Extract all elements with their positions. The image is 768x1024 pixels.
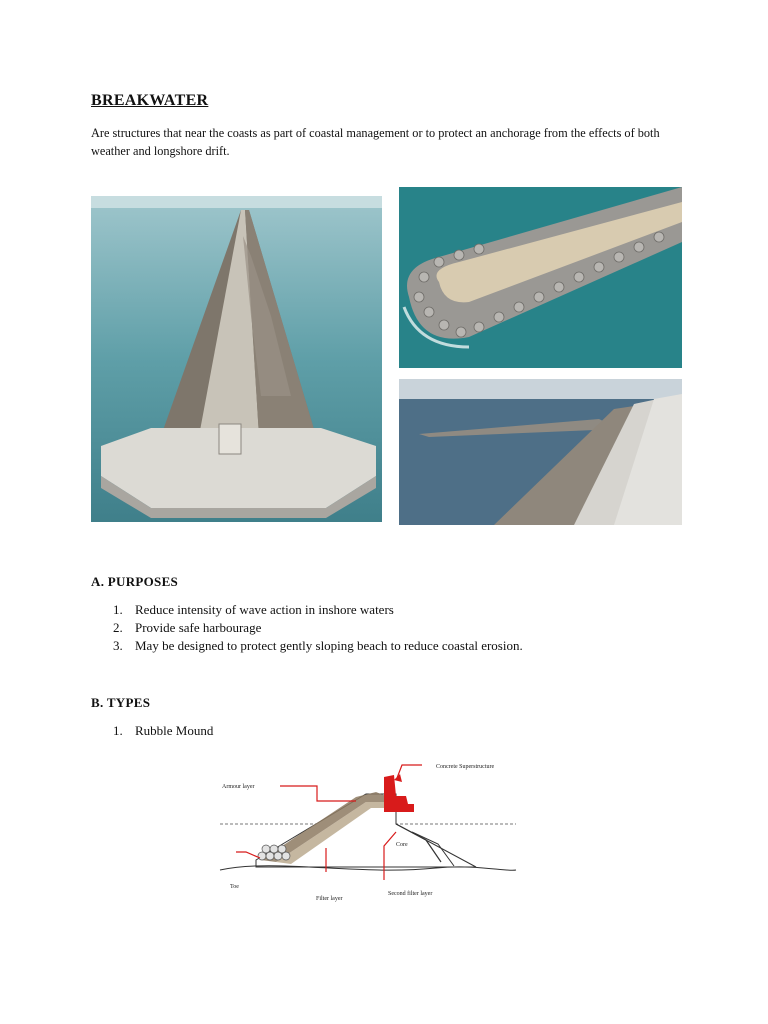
page-title: BREAKWATER — [91, 92, 209, 109]
list-item: 3. May be designed to protect gently sloping beach to reduce coastal erosion. — [113, 638, 523, 653]
types-list — [91, 722, 691, 740]
label-superstructure: Concrete Superstructure — [436, 764, 495, 770]
section-heading-types: B. TYPES — [91, 695, 151, 710]
section-heading-purposes: A. PURPOSES — [91, 574, 179, 589]
list-item: 1. Reduce intensity of wave action in inshore waters — [113, 602, 394, 617]
rubble-mound-diagram — [216, 752, 520, 902]
label-second-filter: Second filter layer — [388, 891, 433, 897]
label-armour: Armour layer — [222, 784, 255, 790]
list-item: 2. Provide safe harbourage — [113, 620, 262, 635]
intro-paragraph: Are structures that near the coasts as part of coastal management or to protect an anchorage from the effects of both weather and longshore drift. — [91, 126, 660, 158]
breakwater-photo-aerial — [91, 196, 382, 522]
label-core: Core — [396, 842, 408, 848]
breakwater-photo-slope — [399, 379, 682, 525]
purposes-list — [91, 601, 691, 655]
label-toe: Toe — [230, 884, 239, 890]
list-item: 1. Rubble Mound — [113, 723, 214, 738]
breakwater-photo-tetrapods — [399, 187, 682, 368]
label-filter: Filter layer — [316, 896, 343, 902]
